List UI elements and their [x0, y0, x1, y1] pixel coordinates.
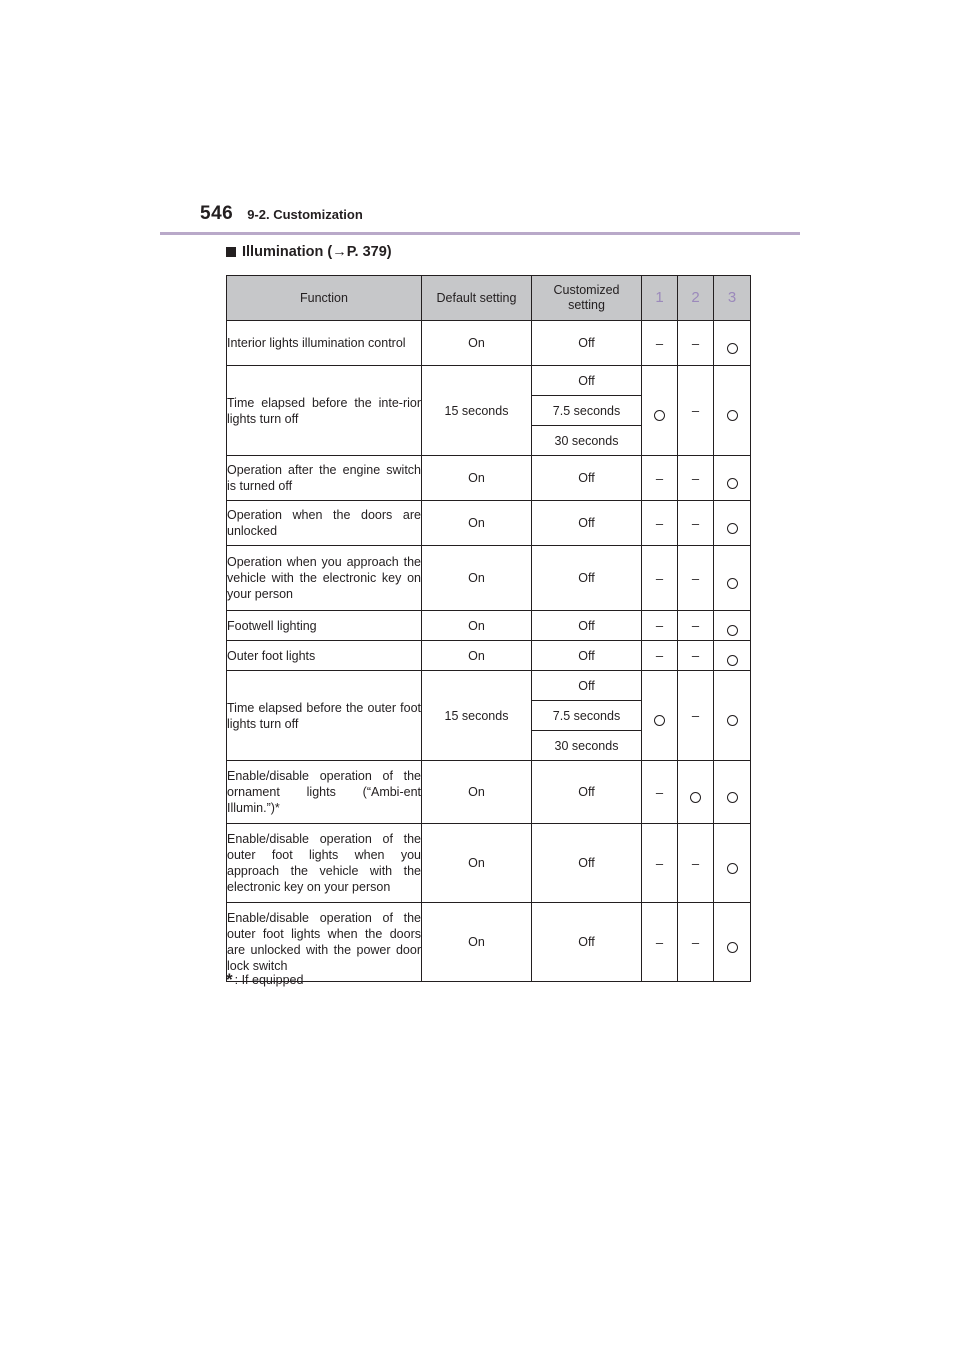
- mark-cell-3: [714, 641, 751, 671]
- col-2: [678, 276, 714, 321]
- page-header: [200, 203, 363, 225]
- mark-cell-3: [714, 761, 751, 824]
- mark-cell-2: [678, 761, 714, 824]
- mark-cell-2: [678, 456, 714, 501]
- mark-cell-2: [678, 641, 714, 671]
- table-row: [227, 903, 751, 982]
- mark-cell-2: [678, 501, 714, 546]
- mark-cell-1: [642, 546, 678, 611]
- customized-cell: Off: [532, 641, 642, 671]
- dash-mark: –: [691, 648, 700, 663]
- number-1-icon: 1: [655, 289, 664, 306]
- circle-mark-icon: [727, 715, 738, 726]
- illumination-table: [226, 275, 751, 982]
- circle-mark-icon: [727, 478, 738, 489]
- dash-mark: –: [655, 855, 664, 871]
- customized-cell: 7.5 seconds: [532, 701, 642, 731]
- mark-cell-1: [642, 641, 678, 671]
- mark-cell-1: [642, 671, 678, 761]
- default-cell: On: [422, 903, 532, 982]
- customized-cell: Off: [532, 321, 642, 366]
- mark-cell-3: [714, 321, 751, 366]
- customized-cell: Off: [532, 903, 642, 982]
- mark-cell-1: [642, 903, 678, 982]
- mark-cell-2: [678, 611, 714, 641]
- customized-cell: Off: [532, 824, 642, 903]
- col-function: Function: [227, 276, 422, 321]
- dash-mark: –: [691, 708, 700, 723]
- col-3: [714, 276, 751, 321]
- function-cell: Time elapsed before the inte-rior lights turn off: [227, 366, 422, 456]
- dash-mark: –: [655, 570, 664, 586]
- customized-cell: Off: [532, 761, 642, 824]
- table-row: [227, 501, 751, 546]
- table-header-row: [227, 276, 751, 321]
- subheading: [226, 244, 392, 260]
- col-default: Default setting: [422, 276, 532, 321]
- mark-cell-2: [678, 366, 714, 456]
- customized-cell: Off: [532, 366, 642, 396]
- table-row: [227, 321, 751, 366]
- circle-mark-icon: [727, 343, 738, 354]
- dash-mark: –: [655, 335, 664, 351]
- table-row: [227, 824, 751, 903]
- mark-cell-3: [714, 546, 751, 611]
- dash-mark: –: [655, 515, 664, 531]
- mark-cell-3: [714, 671, 751, 761]
- dash-mark: –: [691, 403, 700, 418]
- mark-cell-3: [714, 824, 751, 903]
- default-cell: 15 seconds: [422, 366, 532, 456]
- mark-cell-1: [642, 366, 678, 456]
- function-cell: Operation when you approach the vehicle with the electronic key on your person: [227, 546, 422, 611]
- footnote: [226, 970, 304, 989]
- number-3-icon: 3: [727, 289, 737, 306]
- page-number: 546: [200, 203, 234, 224]
- customized-cell: Off: [532, 546, 642, 611]
- function-cell: Operation after the engine switch is turned off: [227, 456, 422, 501]
- circle-mark-icon: [727, 792, 738, 803]
- function-cell: Enable/disable operation of the ornament lights (“Ambi-ent Illumin.”)*: [227, 761, 422, 824]
- default-cell: On: [422, 641, 532, 671]
- circle-mark-icon: [727, 942, 738, 953]
- dash-mark: –: [655, 618, 664, 633]
- circle-mark-icon: [727, 863, 738, 874]
- default-cell: 15 seconds: [422, 671, 532, 761]
- customized-cell: Off: [532, 501, 642, 546]
- circle-mark-icon: [727, 523, 738, 534]
- function-cell: Operation when the doors are unlocked: [227, 501, 422, 546]
- mark-cell-1: [642, 321, 678, 366]
- default-cell: On: [422, 761, 532, 824]
- dash-mark: –: [655, 470, 664, 486]
- circle-mark-icon: [654, 410, 665, 421]
- customized-cell: 30 seconds: [532, 731, 642, 761]
- table-row: [227, 761, 751, 824]
- subheading-text: Illumination (→P. 379): [242, 244, 392, 260]
- mark-cell-1: [642, 611, 678, 641]
- function-cell: Enable/disable operation of the outer foot lights when you approach the vehicle with the electronic key on your person: [227, 824, 422, 903]
- customized-cell: 30 seconds: [532, 426, 642, 456]
- default-cell: On: [422, 546, 532, 611]
- header-rule: [160, 232, 800, 235]
- mark-cell-2: [678, 671, 714, 761]
- mark-cell-1: [642, 761, 678, 824]
- circle-mark-icon: [654, 715, 665, 726]
- mark-cell-1: [642, 501, 678, 546]
- default-cell: On: [422, 824, 532, 903]
- circle-mark-icon: [727, 410, 738, 421]
- dash-mark: –: [691, 515, 700, 531]
- mark-cell-3: [714, 903, 751, 982]
- function-cell: Footwell lighting: [227, 611, 422, 641]
- mark-cell-1: [642, 824, 678, 903]
- table-row: [227, 456, 751, 501]
- footnote-marker: *: [226, 970, 233, 989]
- col-customized: Customized setting: [532, 276, 642, 321]
- dash-mark: –: [691, 470, 700, 486]
- table-row: [227, 641, 751, 671]
- circle-mark-icon: [727, 655, 738, 666]
- mark-cell-3: [714, 456, 751, 501]
- default-cell: On: [422, 456, 532, 501]
- circle-mark-icon: [690, 792, 701, 803]
- dash-mark: –: [655, 934, 664, 950]
- function-cell: Interior lights illumination control: [227, 321, 422, 366]
- default-cell: On: [422, 321, 532, 366]
- circle-mark-icon: [727, 625, 738, 636]
- function-cell: Enable/disable operation of the outer foot lights when the doors are unlocked with the power door lock switch: [227, 903, 422, 982]
- dash-mark: –: [691, 855, 700, 871]
- customized-cell: Off: [532, 671, 642, 701]
- table-row: [227, 671, 751, 701]
- mark-cell-3: [714, 611, 751, 641]
- mark-cell-3: [714, 366, 751, 456]
- number-2-icon: 2: [691, 289, 700, 306]
- default-cell: On: [422, 501, 532, 546]
- dash-mark: –: [691, 618, 700, 633]
- dash-mark: –: [691, 934, 700, 950]
- customized-cell: Off: [532, 611, 642, 641]
- function-cell: Time elapsed before the outer foot lights turn off: [227, 671, 422, 761]
- mark-cell-2: [678, 546, 714, 611]
- table-row: [227, 366, 751, 396]
- mark-cell-2: [678, 903, 714, 982]
- function-cell: Outer foot lights: [227, 641, 422, 671]
- mark-cell-1: [642, 456, 678, 501]
- mark-cell-2: [678, 824, 714, 903]
- footnote-text: : If equipped: [234, 973, 304, 987]
- customized-cell: Off: [532, 456, 642, 501]
- dash-mark: –: [691, 570, 700, 586]
- dash-mark: –: [655, 648, 664, 663]
- section-title: 9-2. Customization: [247, 207, 363, 222]
- table-row: [227, 611, 751, 641]
- dash-mark: –: [691, 335, 700, 351]
- col-1: [642, 276, 678, 321]
- mark-cell-2: [678, 321, 714, 366]
- square-bullet-icon: [226, 247, 236, 257]
- default-cell: On: [422, 611, 532, 641]
- circle-mark-icon: [727, 578, 738, 589]
- table-row: [227, 546, 751, 611]
- dash-mark: –: [655, 784, 664, 800]
- mark-cell-3: [714, 501, 751, 546]
- customized-cell: 7.5 seconds: [532, 396, 642, 426]
